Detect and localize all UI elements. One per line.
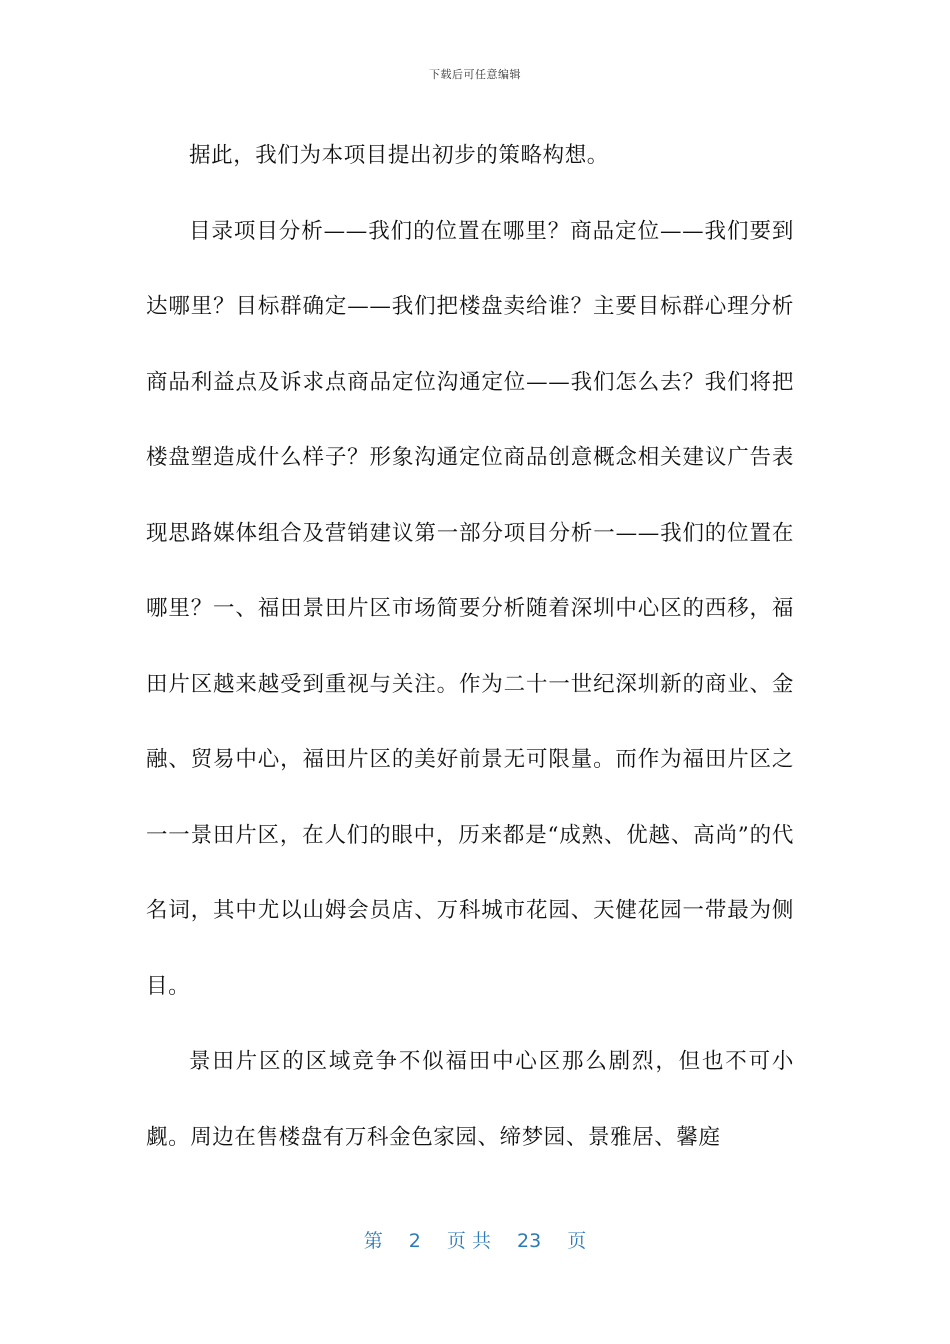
page-footer [0, 1226, 950, 1253]
total-pages-number: 23 [517, 1230, 542, 1252]
footer-suffix: 页 [567, 1230, 587, 1252]
paragraph-3: 景田片区的区域竞争不似福田中心区那么剧烈，但也不可小觑。周边在售楼盘有万科金色家园、缔梦园、景雅居、馨庭 [146, 1049, 794, 1150]
header-note: 下载后可任意编辑 [429, 68, 521, 81]
document-body [146, 118, 794, 1175]
footer-prefix: 第 [363, 1230, 383, 1252]
paragraph-2: 目录项目分析——我们的位置在哪里？商品定位——我们要到达哪里？目标群确定——我们把楼盘卖给谁？主要目标群心理分析商品利益点及诉求点商品定位沟通定位——我们怎么去？我们将把楼盘塑造成什么样子？形象沟通定位商品创意概念相关建议广告表现思路媒体组合及营销建议第一部分项目分析一——我们的位置在哪里？一、福田景田片区市场简要分析随着深圳中心区的西移，福田片区越来越受到重视与关注。作为二十一世纪深圳新的商业、金融、贸易中心，福田片区的美好前景无可限量。而作为福田片区之一一景田片区，在人们的眼中，历来都是“成熟、优越、高尚”的代名词，其中尤以山姆会员店、万科城市花园、天健花园一带最为侧目。 [146, 218, 794, 999]
footer-middle: 页 共 [446, 1230, 491, 1252]
paragraph-1: 据此，我们为本项目提出初步的策略构想。 [189, 143, 609, 168]
current-page-number: 2 [408, 1230, 421, 1252]
